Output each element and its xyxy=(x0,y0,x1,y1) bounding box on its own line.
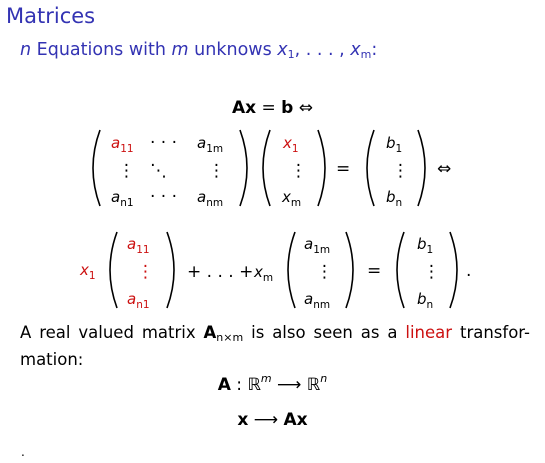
matrix-A xyxy=(93,130,247,209)
paren-right xyxy=(450,232,457,308)
eq-b: b xyxy=(281,98,294,118)
coeff-xm: $x_m$ xyxy=(254,263,274,284)
mapping-A xyxy=(0,372,545,395)
column-am xyxy=(288,232,353,311)
xm: $x_m$ xyxy=(282,188,302,209)
subtitle-x1: x xyxy=(277,40,288,60)
paren-right xyxy=(240,130,247,206)
an1: $a_{n1}$ xyxy=(111,188,134,209)
col1-vdots: ⋮ xyxy=(137,262,154,282)
iff-2: ⇔ xyxy=(437,159,452,179)
ddots: ⋱ xyxy=(150,161,167,181)
subtitle-n: n xyxy=(20,40,32,60)
subtitle-xm: x xyxy=(350,40,361,60)
paren-right xyxy=(418,130,425,206)
subtitle-xm-sub: m xyxy=(360,48,372,61)
paren-right xyxy=(346,232,353,308)
eq-Ax: Ax xyxy=(231,98,257,118)
plus-dots: + . . . + xyxy=(187,262,254,282)
vector-x xyxy=(263,130,325,209)
paren-left xyxy=(397,232,404,308)
vdots-x: ⋮ xyxy=(290,161,307,181)
col2-a1m: $a_{1m}$ xyxy=(304,235,331,256)
linear-transformation-paragraph xyxy=(20,322,530,371)
col2-anm: $a_{nm}$ xyxy=(304,290,331,311)
subtitle-m: m xyxy=(171,40,189,60)
b1: $b_1$ xyxy=(386,134,403,155)
eq-equals: = xyxy=(256,98,282,118)
hdots-bottom: · · · xyxy=(150,187,178,207)
vdots-right: ⋮ xyxy=(208,161,225,181)
subtitle-colon: : xyxy=(371,40,378,60)
anm: $a_{nm}$ xyxy=(197,188,224,209)
paren-left xyxy=(263,130,270,206)
equals-2: = xyxy=(367,261,382,281)
subtitle-x1-sub: 1 xyxy=(287,48,295,61)
period: . xyxy=(466,261,472,281)
para-part3: transfor-mation: xyxy=(20,323,530,369)
slide-title: Matrices xyxy=(6,4,96,28)
col3-vdots: ⋮ xyxy=(423,262,440,282)
paren-right xyxy=(318,130,325,206)
paren-left xyxy=(93,130,100,206)
para-linear: linear xyxy=(405,323,453,342)
map-arrow: ⟶ xyxy=(248,410,284,430)
col2-vdots: ⋮ xyxy=(316,262,333,282)
col1-an1: $a_{n1}$ xyxy=(127,290,150,311)
equals-1: = xyxy=(336,159,351,179)
vector-b xyxy=(367,130,425,209)
eq-iff: ⇔ xyxy=(293,98,313,118)
vdots-left: ⋮ xyxy=(118,161,135,181)
footer-dot: . xyxy=(21,445,25,459)
paren-left xyxy=(110,232,117,308)
paren-left xyxy=(367,130,374,206)
subtitle-part2: unknows xyxy=(188,40,278,60)
paren-right xyxy=(167,232,174,308)
a1m: $a_{1m}$ xyxy=(197,134,224,155)
map-x: x xyxy=(237,410,249,430)
paren-left xyxy=(288,232,295,308)
para-A: A xyxy=(203,323,217,342)
coeff-x1: $x_1$ xyxy=(80,261,96,282)
map-n: n xyxy=(320,372,328,385)
col1-a11: $a_{11}$ xyxy=(127,235,150,256)
subtitle-dots: , . . . , xyxy=(294,40,351,60)
col3-b1: $b_1$ xyxy=(417,235,434,256)
bn: $b_n$ xyxy=(386,188,403,209)
map-Ax: Ax xyxy=(283,410,308,430)
column-a1 xyxy=(110,232,174,311)
mapping-x xyxy=(0,410,545,430)
col3-bn: $b_n$ xyxy=(417,290,434,311)
hdots-top: · · · xyxy=(150,133,178,153)
para-part2: is also seen as a xyxy=(243,323,406,342)
column-b xyxy=(397,232,457,311)
map-arrow-R: ⟶ ℝ xyxy=(271,375,321,395)
map-A: A xyxy=(217,375,231,395)
a11: $a_{11}$ xyxy=(111,134,134,155)
map-colon-R: : ℝ xyxy=(230,375,261,395)
map-m: m xyxy=(260,372,272,385)
vdots-b: ⋮ xyxy=(392,161,409,181)
subtitle-part1: Equations with xyxy=(31,40,172,60)
para-A-sub: n×m xyxy=(216,331,244,344)
x1: $x_1$ xyxy=(283,134,299,155)
para-part1: A real valued matrix xyxy=(20,323,204,342)
